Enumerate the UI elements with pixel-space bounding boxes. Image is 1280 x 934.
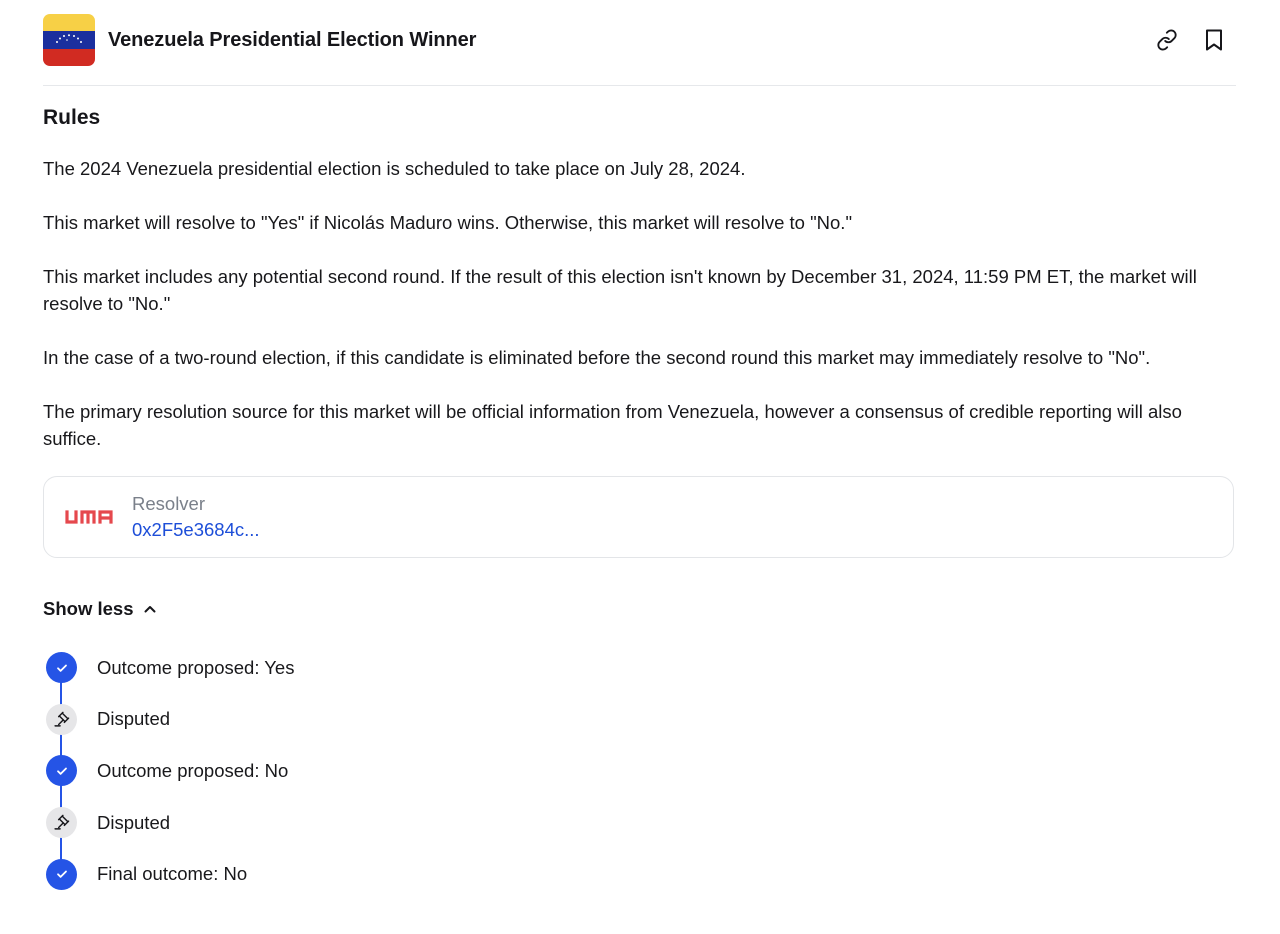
gavel-icon bbox=[46, 704, 77, 735]
timeline-label: Disputed bbox=[97, 708, 171, 730]
timeline-label: Final outcome: No bbox=[97, 863, 248, 885]
chevron-up-icon bbox=[142, 601, 158, 617]
show-less-label: Show less bbox=[43, 598, 134, 619]
timeline-item bbox=[46, 755, 289, 786]
rules-heading: Rules bbox=[43, 106, 101, 129]
link-icon[interactable] bbox=[1154, 28, 1179, 53]
market-title: Venezuela Presidential Election Winner bbox=[108, 28, 477, 51]
timeline-label: Outcome proposed: No bbox=[97, 759, 289, 781]
check-icon bbox=[46, 859, 77, 890]
gavel-icon bbox=[46, 807, 77, 838]
rules-paragraph: The 2024 Venezuela presidential election is scheduled to take place on July 28, 2024. bbox=[43, 158, 746, 179]
timeline-item bbox=[46, 652, 295, 683]
check-icon bbox=[46, 755, 77, 786]
rules-paragraph: In the case of a two-round election, if this candidate is eliminated before the second round this market may immediately resolve to "No". bbox=[43, 347, 1151, 368]
rules-paragraph: This market will resolve to "Yes" if Nicolás Maduro wins. Otherwise, this market will resolve to "No." bbox=[43, 212, 853, 233]
rules-body bbox=[43, 155, 1243, 479]
timeline-label: Outcome proposed: Yes bbox=[97, 656, 295, 678]
resolution-timeline bbox=[46, 652, 295, 910]
timeline-item bbox=[46, 807, 171, 838]
resolver-card bbox=[43, 476, 1234, 558]
rules-paragraph: This market includes any potential second round. If the result of this election isn't known by December 31, 2024, 11:59 PM ET, the market will resolve to "No." bbox=[43, 266, 1197, 314]
header-divider bbox=[43, 85, 1236, 86]
bookmark-icon[interactable] bbox=[1201, 28, 1226, 53]
show-less-toggle[interactable] bbox=[43, 598, 158, 620]
uma-logo-icon bbox=[64, 509, 114, 525]
check-icon bbox=[46, 652, 77, 683]
timeline-item bbox=[46, 704, 171, 735]
timeline-item bbox=[46, 859, 248, 890]
venezuela-flag-icon bbox=[43, 14, 95, 66]
rules-paragraph: The primary resolution source for this market will be official information from Venezuela, however a consensus of credible reporting will also suffice. bbox=[43, 401, 1182, 449]
market-header bbox=[43, 14, 1236, 66]
resolver-label: Resolver bbox=[132, 493, 205, 514]
timeline-label: Disputed bbox=[97, 811, 171, 833]
resolver-address-link[interactable]: 0x2F5e3684c... bbox=[132, 519, 260, 540]
